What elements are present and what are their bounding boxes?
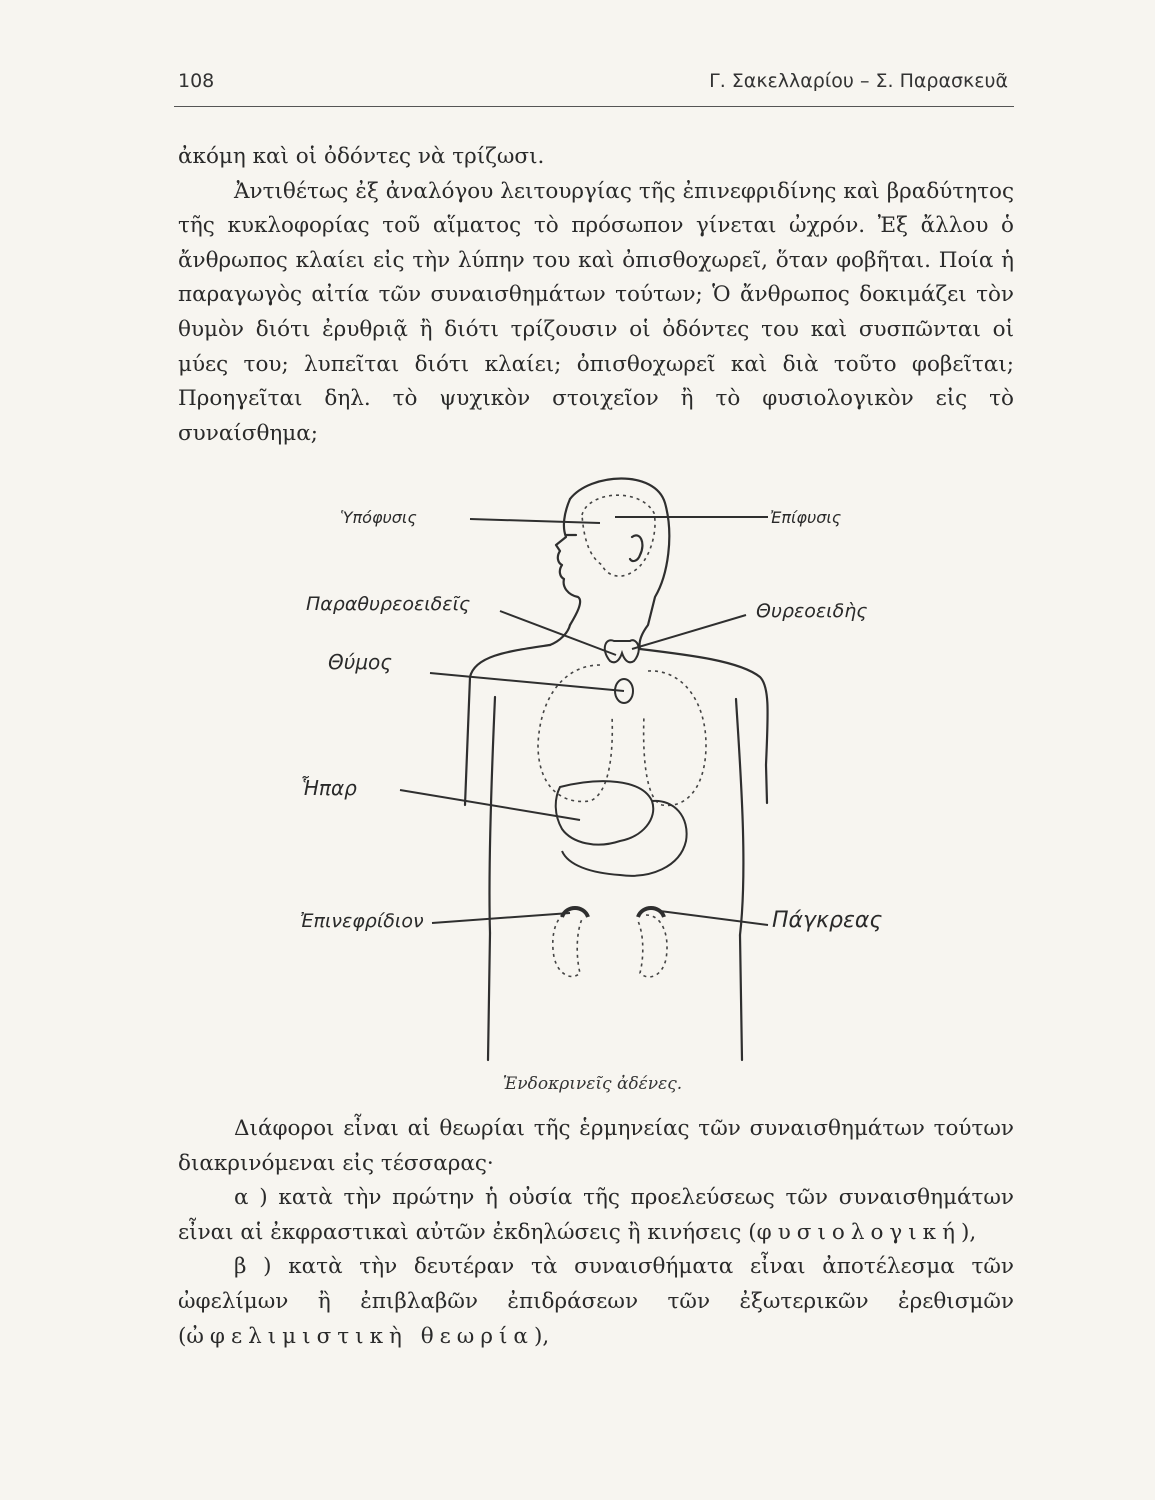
theory-b-end: ), [533, 1323, 550, 1349]
leader-pancreas [660, 911, 768, 925]
leader-adrenal [432, 913, 570, 923]
paragraph-1: ἀκόμη καὶ οἱ ὀδόντες νὰ τρίζωσι. [178, 144, 545, 169]
adrenal-right [638, 908, 664, 917]
header-rule [174, 106, 1014, 107]
head-outline [570, 479, 669, 650]
label-thyroid: Θυρεοειδὴς [756, 600, 868, 622]
theory-a-text: α ) κατὰ τὴν πρώτην ἡ οὐσία τῆς προελεύσεως τῶν συναισθημάτων εἶναι αἱ ἐκφραστικαὶ αὐτῶν ἐκδηλώσεις ἢ κινήσεις ( [178, 1185, 1014, 1245]
theory-b-term: ὠφελιμιστικὴ θεωρία [186, 1323, 534, 1349]
label-liver: Ἧπαρ [300, 776, 357, 800]
hips [488, 933, 742, 1060]
leader-hypophysis [470, 519, 600, 523]
lung-right [644, 671, 706, 806]
page-number: 108 [178, 70, 215, 92]
kidney-left [553, 913, 582, 976]
theory-b [178, 1250, 1014, 1354]
top-text [178, 140, 1014, 451]
theory-a [178, 1181, 1014, 1250]
bottom-text [178, 1112, 1014, 1354]
theories-intro: Διάφοροι εἶναι αἱ θεωρίαι τῆς ἑρμηνείας τῶν συναισθημάτων τούτων διακρινόμεναι εἰς τέσσαρας· [178, 1116, 1014, 1176]
leader-parathyroids [500, 611, 616, 655]
theory-a-term: φυσιολογική [756, 1219, 961, 1245]
label-hypophysis: Ὑπόφυσις [340, 508, 417, 527]
label-pancreas: Πάγκρεας [772, 908, 883, 933]
label-adrenal: Ἐπινεφρίδιον [300, 910, 424, 932]
torso-left [489, 697, 495, 933]
theory-b-text: β ) κατὰ τὴν δευτέραν τὰ συναισθήματα εἶναι ἀποτέλεσμα τῶν ὠφελίμων ἢ ἐπιβλαβῶν ἐπιδράσεων τῶν ἐξωτερικῶν ἐρεθισμῶν ( [178, 1254, 1014, 1349]
brain-outline [582, 495, 655, 576]
leader-thymus [430, 673, 624, 691]
label-thymus: Θύμος [328, 650, 393, 674]
figure-caption: Ἐνδοκρινεῖς ἀδένες. [502, 1074, 683, 1094]
page-header [178, 70, 1008, 100]
body-diagram [270, 465, 910, 1065]
theory-a-end: ), [961, 1219, 977, 1245]
neck-left [550, 625, 570, 645]
running-head: Γ. Σακελλαρίου – Σ. Παρασκευᾶ [709, 70, 1008, 92]
torso-right [736, 699, 743, 935]
label-epiphysis: Ἐπίφυσις [770, 508, 842, 527]
liver [556, 781, 654, 844]
thyroid-gland [605, 640, 639, 662]
ear [630, 535, 642, 561]
paragraph-2: Ἀντιθέτως ἐξ ἀναλόγου λειτουργίας τῆς ἐπινεφριδίνης καὶ βραδύτητος τῆς κυκλοφορίας τοῦ αἵματος τὸ πρόσωπον γίνεται ὠχρόν. Ἐξ ἄλλου ὁ ἄνθρωπος κλαίει εἰς τὴν λύπην του καὶ ὀπισθοχωρεῖ, ὅταν φοβῆται. Ποία ἡ παραγωγὸς αἰτία τῶν συναισθημάτων τούτων; Ὁ ἄνθρωπος δοκιμάζει τὸν θυμὸν διότι ἐρυθριᾷ ἢ διότι τρίζουσιν οἱ ὀδόντες του καὶ συσπῶνται οἱ μύες του; λυπεῖται διότι κλαίει; ὀπισθοχωρεῖ καὶ διὰ τοῦτο φοβεῖται; Προηγεῖται δηλ. τὸ ψυχικὸν στοιχεῖον ἢ τὸ φυσιολογικὸν εἰς τὸ συναίσθημα; [178, 178, 1014, 446]
left-shoulder [465, 645, 550, 805]
endocrine-figure [270, 465, 910, 1065]
face-outline [556, 499, 580, 625]
label-parathyroids: Παραθυρεοειδεῖς [306, 593, 471, 615]
kidney-right [638, 915, 667, 977]
stomach [562, 801, 687, 876]
